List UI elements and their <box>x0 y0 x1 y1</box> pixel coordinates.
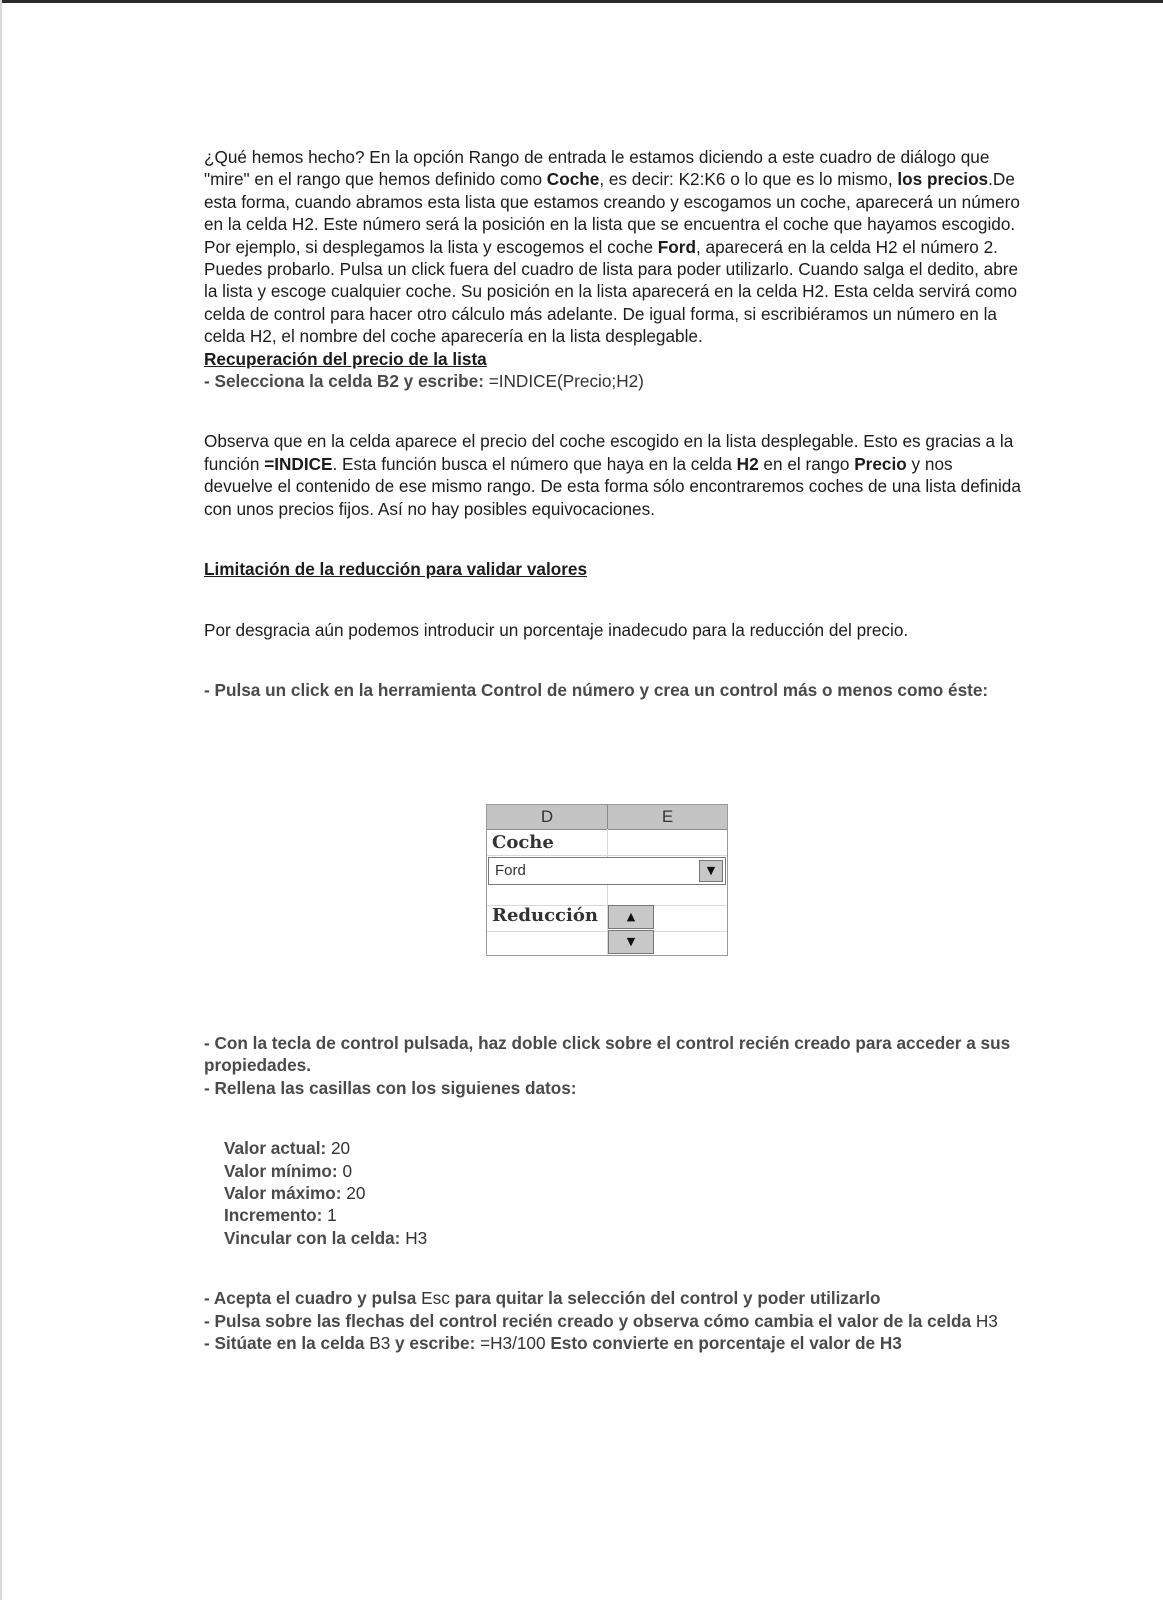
intro-paragraph-run: ¿Qué hemos hecho? En la opción Rango de entrada le estamos diciendo a este cuadro de diálogo que "mire" en el rango que hemos definido como <box>204 147 990 190</box>
step-b2-formula: =INDICE(Precio;H2) <box>488 371 644 392</box>
step-acepta-b: para quitar la selección del control y poder utilizarlo <box>449 1288 881 1309</box>
step-b3 <box>204 1332 1024 1354</box>
property-row <box>224 1227 1024 1249</box>
combo-selected-value: Ford <box>495 862 526 879</box>
property-row <box>224 1160 1024 1182</box>
step-acepta-esc: Esc <box>421 1288 450 1309</box>
intro-paragraph-run: , es decir: K2:K6 o lo que es lo mismo, <box>599 169 898 190</box>
heading-limitacion-text: Limitación de la reducción para validar valores <box>204 559 588 580</box>
property-label: Incremento: <box>224 1205 328 1226</box>
desgracia-text: Por desgracia aún podemos introducir un porcentaje inadecudo para la reducción del precio. <box>204 619 909 640</box>
property-value: H3 <box>405 1227 428 1248</box>
step-b3-a: - Sitúate en la celda <box>204 1333 370 1354</box>
step-acepta <box>204 1287 1024 1309</box>
scan-top-edge <box>0 0 1163 3</box>
column-header-e: E <box>608 805 727 830</box>
step-b3-c: Esto convierte en porcentaje el valor de H3 <box>545 1333 902 1354</box>
property-value: 0 <box>342 1160 352 1181</box>
reduccion-cell-label: Reducción <box>492 905 598 926</box>
step-flechas-cell: H3 <box>975 1310 998 1331</box>
property-row <box>224 1182 1024 1204</box>
spin-down-icon[interactable]: ▼ <box>608 930 654 954</box>
car-combo-box[interactable] <box>488 857 726 885</box>
intro-paragraph <box>204 146 1024 348</box>
observa-paragraph-run: =INDICE <box>264 453 333 474</box>
step-flechas-a: - Pulsa sobre las flechas del control recién creado y observa cómo cambia el valor de la celda <box>204 1310 976 1331</box>
intro-paragraph-run: , aparecerá en la celda H2 el número 2. Puedes probarlo. Pulsa un click fuera del cuadro de lista para poder utilizarlo. Cuando salga el dedito, abre la lista y escoge cualquier coche. Su posición en la lista aparecerá en la celda H2. Esta celda servirá como celda de control para hacer otro cálculo más adelante. De igual forma, si escribiéramos un número en la celda H2, el nombre del coche aparecería en la lista desplegable. <box>204 236 1019 347</box>
property-label: Valor actual: <box>224 1138 331 1159</box>
intro-paragraph-run: los precios <box>897 169 989 190</box>
observa-paragraph-run: Precio <box>854 453 907 474</box>
coche-cell-label: Coche <box>492 832 554 853</box>
observa-paragraph-run: en el rango <box>758 453 855 474</box>
property-row <box>224 1137 1024 1159</box>
step-b3-cell: B3 <box>369 1333 391 1354</box>
step-doble-click: - Con la tecla de control pulsada, haz doble click sobre el control recién creado para acceder a sus propiedades. <box>204 1033 1011 1076</box>
heading-recuperacion <box>204 348 1024 370</box>
step-b3-b: y escribe: <box>390 1333 481 1354</box>
column-header-d: D <box>487 805 608 830</box>
property-value: 20 <box>346 1183 366 1204</box>
property-label: Valor máximo: <box>224 1183 347 1204</box>
row-line <box>487 855 727 856</box>
intro-paragraph-run: Coche <box>546 169 600 190</box>
step-b2-label: - Selecciona la celda B2 y escribe: <box>204 371 489 392</box>
intro-paragraph-run: .De esta forma, cuando abramos esta lista que estamos creando y escogamos un coche, aparecerá un número en la celda H2. Este número será la posición en la lista que se encuentra el coche que hayamos escogido. Por ejemplo, si desplegamos la lista y escogemos el coche <box>204 169 1020 257</box>
scan-left-edge <box>0 0 2 1600</box>
row-line <box>487 931 727 932</box>
property-label: Vincular con la celda: <box>224 1227 406 1248</box>
observa-paragraph <box>204 430 1024 520</box>
document-page-lower <box>204 1032 1024 1354</box>
property-value: 20 <box>331 1138 351 1159</box>
intro-paragraph-run: Ford <box>657 236 696 257</box>
observa-paragraph-run: H2 <box>736 453 759 474</box>
step-b3-formula: =H3/100 <box>480 1333 546 1354</box>
spreadsheet-snippet <box>486 804 728 956</box>
heading-recuperacion-text: Recuperación del precio de la lista <box>204 348 487 369</box>
observa-paragraph-run: Observa que en la celda aparece el precio del coche escogido en la lista desplegable. Esto es gracias a la función <box>204 431 1014 474</box>
observa-paragraph-run: y nos devuelve el contenido de ese mismo rango. De esta forma sólo encontraremos coches de una lista definida con unos precios fijos. Así no hay posibles equivocaciones. <box>204 453 1021 519</box>
spin-up-icon[interactable]: ▲ <box>608 905 654 929</box>
step-control: - Pulsa un click en la herramienta Control de número y crea un control más o menos como éste: <box>204 679 989 700</box>
document-page <box>204 146 1024 701</box>
step-flechas <box>204 1310 1024 1332</box>
property-label: Valor mínimo: <box>224 1160 343 1181</box>
step-rellena: - Rellena las casillas con los siguienes datos: <box>204 1077 577 1098</box>
properties-list <box>224 1137 1024 1249</box>
observa-paragraph-run: . Esta función busca el número que haya en la celda <box>332 453 737 474</box>
property-value: 1 <box>327 1205 337 1226</box>
step-b2 <box>204 370 1024 392</box>
heading-limitacion <box>204 558 1024 580</box>
property-row <box>224 1204 1024 1226</box>
step-acepta-a: - Acepta el cuadro y pulsa <box>204 1288 422 1309</box>
chevron-down-icon[interactable]: ▼ <box>699 860 723 882</box>
